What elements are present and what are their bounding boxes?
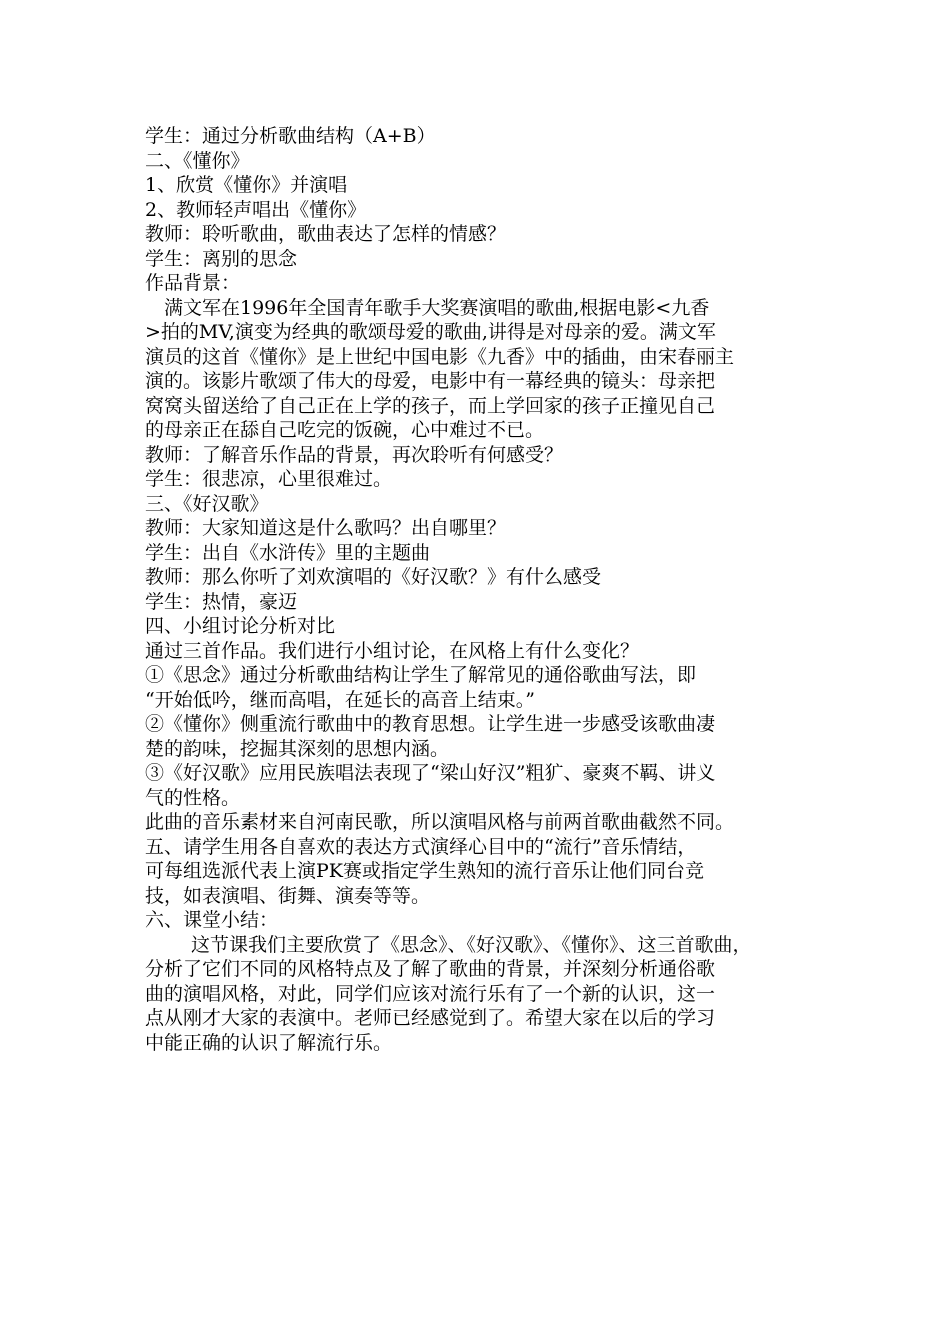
paragraph-line: 窝窝头留送给了自己正在上学的孩子，而上学回家的孩子正撞见自己 [145, 394, 716, 417]
text-line: 教师：那么你听了刘欢演唱的《好汉歌？》有什么感受 [145, 566, 602, 588]
text-line: 学生：很悲凉，心里很难过。 [145, 468, 393, 490]
list-item-line: ②《懂你》侧重流行歌曲中的教育思想。让学生进一步感受该歌曲凄 [145, 713, 716, 735]
text-line: 技，如表演唱、街舞、演奏等等。 [145, 884, 431, 907]
section-heading: 二、《懂你》 [145, 149, 250, 172]
paragraph-line: 分析了它们不同的风格特点及了解了歌曲的背景，并深刻分析通俗歌 [145, 958, 716, 980]
section-heading: 六、课堂小结： [145, 909, 279, 931]
text-line: 通过三首作品。我们进行小组讨论，在风格上有什么变化？ [145, 639, 640, 662]
text-line: 学生：离别的思念 [145, 247, 298, 270]
paragraph-line: 演的。该影片歌颂了伟大的母爱，电影中有一幕经典的镜头：母亲把 [145, 370, 716, 392]
list-item-line: “开始低吟，继而高唱，在延长的高音上结束。” [145, 688, 535, 711]
list-item-line: 楚的韵味，挖掘其深刻的思想内涵。 [145, 737, 450, 760]
document-body [145, 124, 825, 1055]
text-line: 1、欣赏《懂你》并演唱 [145, 174, 348, 196]
text-line: 此曲的音乐素材来自河南民歌，所以演唱风格与前两首歌曲截然不同。 [145, 811, 735, 833]
text-line: 学生：通过分析歌曲结构（A+B） [145, 125, 436, 147]
section-heading: 五、请学生用各自喜欢的表达方式演绎心目中的“流行”音乐情结， [145, 835, 697, 858]
text-line: 可每组选派代表上演PK赛或指定学生熟知的流行音乐让他们同台竞 [145, 860, 704, 882]
text-line: 教师：大家知道这是什么歌吗？出自哪里？ [145, 517, 507, 539]
text-line: 学生：出自《水浒传》里的主题曲 [145, 541, 431, 564]
paragraph-line: 曲的演唱风格，对此，同学们应该对流行乐有了一个新的认识，这一 [145, 982, 716, 1005]
section-heading: 四、小组讨论分析对比 [145, 615, 336, 637]
paragraph-line: 演员的这首《懂你》是上世纪中国电影《九香》中的插曲，由宋春丽主 [145, 345, 735, 368]
paragraph-line: 满文军在1996年全国青年歌手大奖赛演唱的歌曲,根据电影<九香 [164, 296, 710, 319]
list-item-line: ①《思念》通过分析歌曲结构让学生了解常见的通俗歌曲写法，即 [145, 664, 697, 686]
list-item-line: ③《好汉歌》应用民族唱法表现了“梁山好汉”粗犷、豪爽不羁、讲义 [145, 762, 716, 784]
text-line: 作品背景： [145, 272, 241, 294]
paragraph-line: >拍的MV,演变为经典的歌颂母爱的歌曲,讲得是对母亲的爱。满文军 [145, 321, 716, 343]
text-line: 2、教师轻声唱出《懂你》 [145, 198, 367, 221]
section-heading: 三、《好汉歌》 [145, 492, 269, 515]
text-line: 教师：了解音乐作品的背景，再次聆听有何感受？ [145, 443, 564, 466]
paragraph-line: 点从刚才大家的表演中。老师已经感觉到了。希望大家在以后的学习 [145, 1007, 716, 1029]
list-item-line: 气的性格。 [145, 786, 241, 809]
paragraph-line: 的母亲正在舔自己吃完的饭碗，心中难过不已。 [145, 419, 545, 441]
paragraph-line: 这节课我们主要欣赏了《思念》、《好汉歌》、《懂你》、这三首歌曲， [191, 933, 752, 956]
text-line: 学生：热情，豪迈 [145, 590, 298, 613]
paragraph-line: 中能正确的认识了解流行乐。 [145, 1031, 393, 1054]
text-line: 教师：聆听歌曲，歌曲表达了怎样的情感？ [145, 223, 507, 245]
